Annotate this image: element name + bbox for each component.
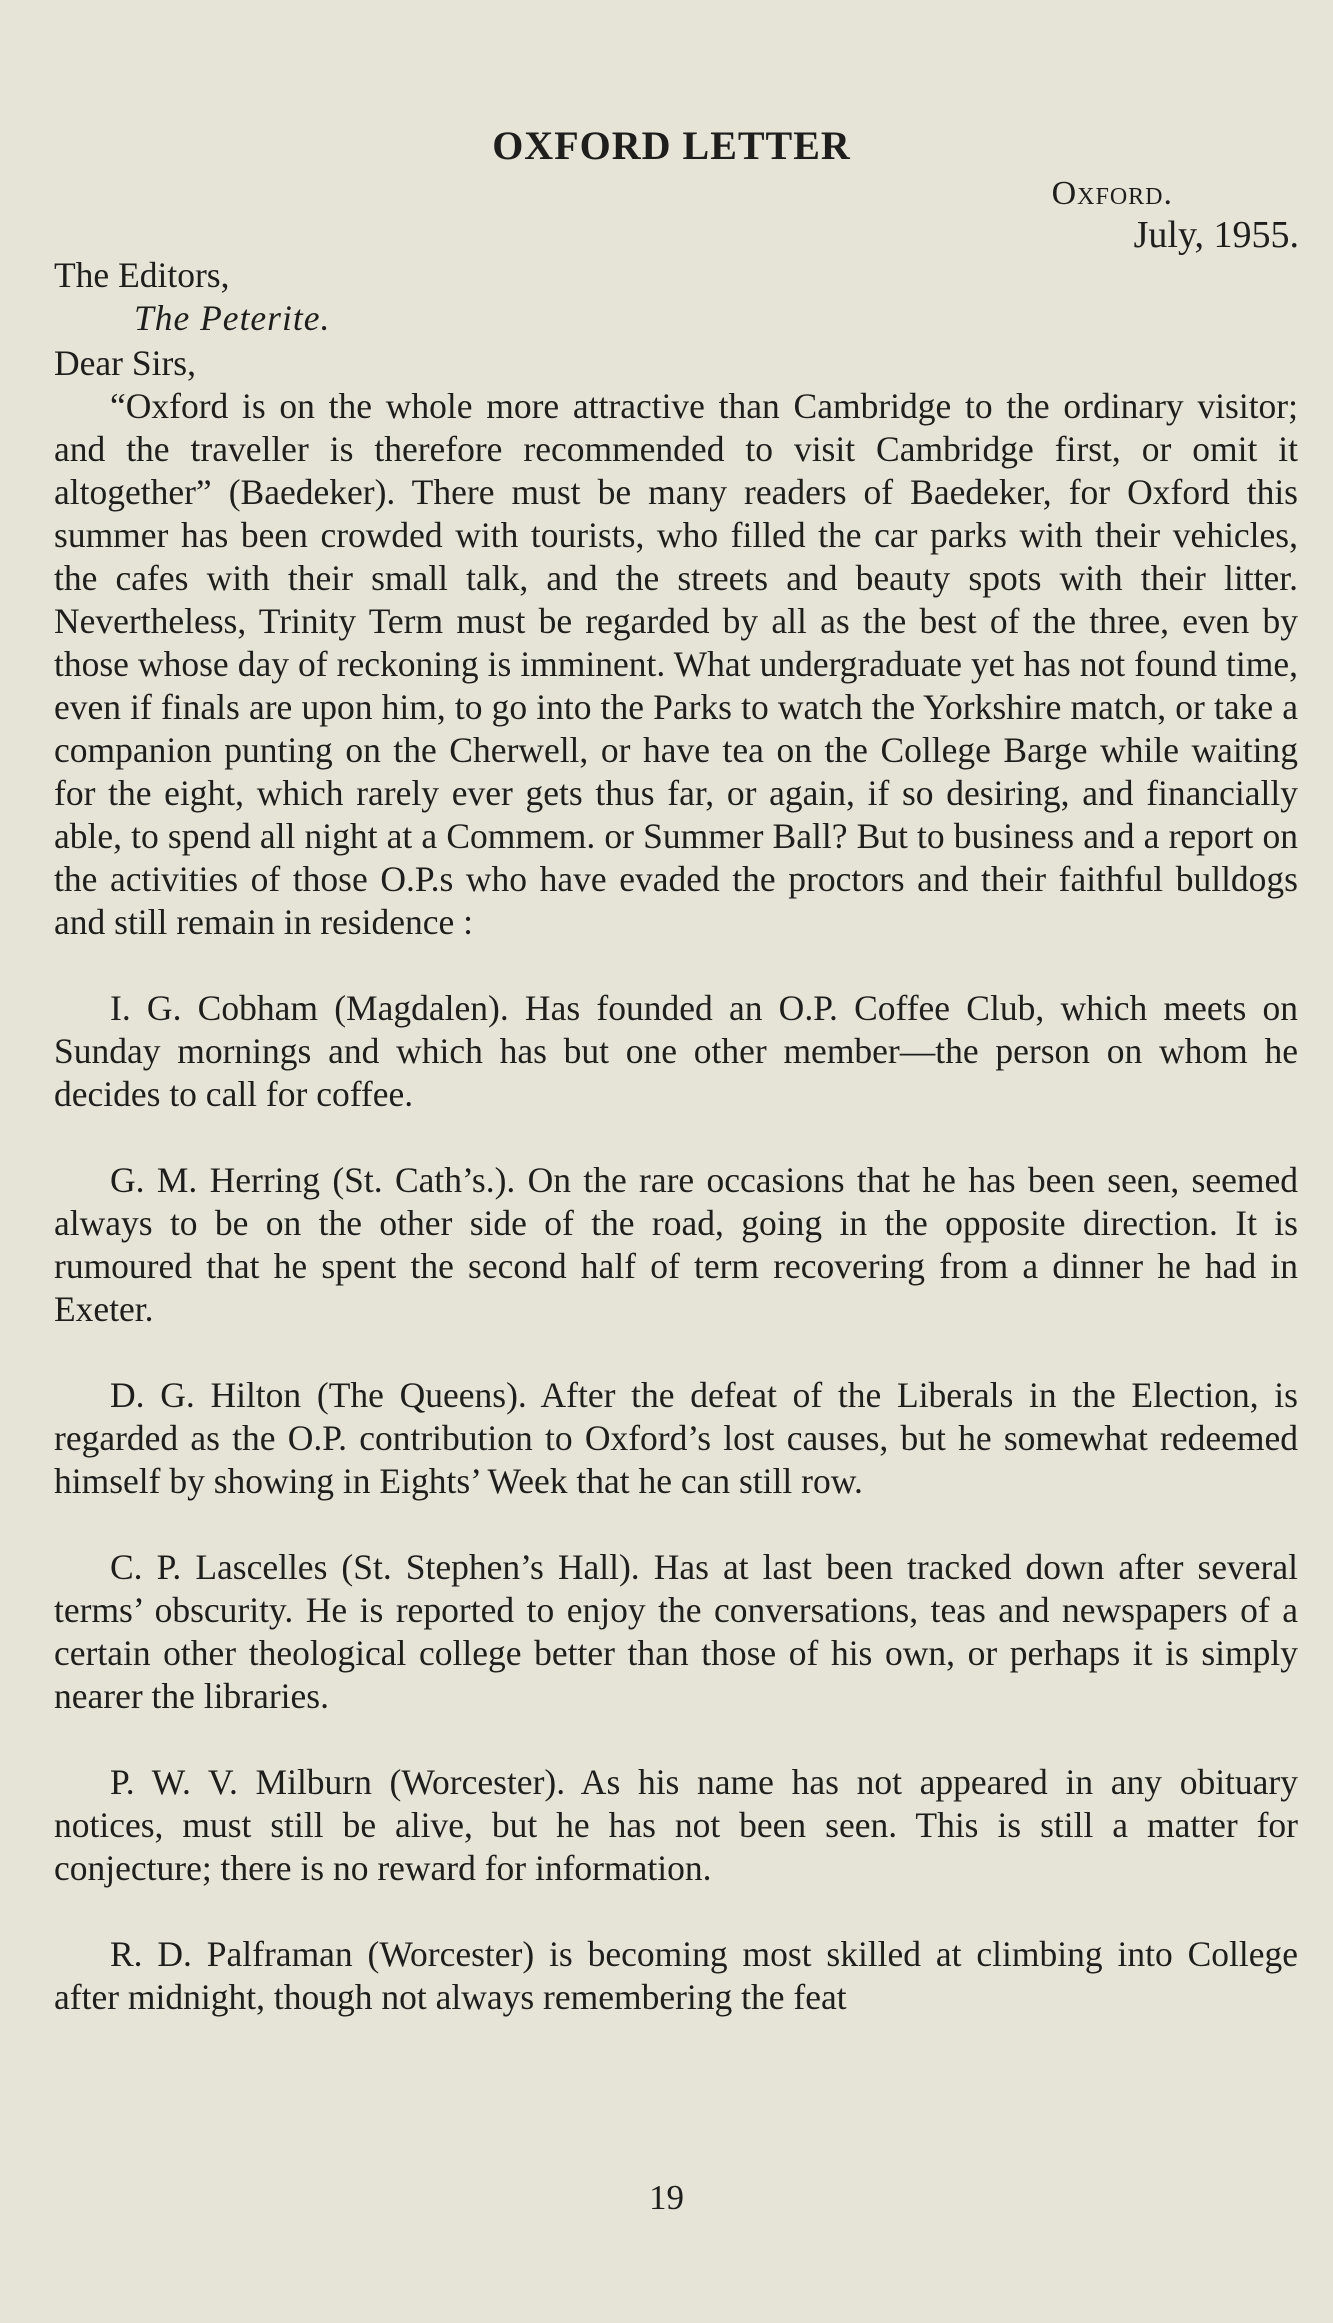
letter-place: Oxford. bbox=[1051, 175, 1173, 212]
paragraph-milburn: P. W. V. Milburn (Worcester). As his name has not appeared in any obituary notices, must still be alive, but he has not been seen. This is still a matter for conjecture; there is no reward for information. bbox=[54, 1762, 1298, 1888]
addressee-publication: The Peterite. bbox=[134, 298, 331, 338]
page-number: 19 bbox=[649, 2178, 684, 2217]
paragraph-hilton: D. G. Hilton (The Queens). After the defeat of the Liberals in the Election, is regarded as the O.P. contribution to Oxford’s lost causes, but he somewhat redeemed himself by showing in Eights’ Week that he can still row. bbox=[54, 1375, 1298, 1501]
salutation: Dear Sirs, bbox=[54, 343, 196, 383]
addressee-line: The Editors, bbox=[54, 255, 230, 295]
paragraph-intro: “Oxford is on the whole more attractive than Cambridge to the ordinary visitor; and the traveller is therefore recommended to visit Cambridge first, or omit it altogether” (Baedeker). There must be many readers of Baedeker, for Oxford this summer has been crowded with tourists, who filled the car parks with their vehicles, the cafes with their small talk, and the streets and beauty spots with their litter. Nevertheless, Trinity Term must be regarded by all as the best of the three, even by those whose day of reckoning is imminent. What undergraduate yet has not found time, even if finals are upon him, to go into the Parks to watch the Yorkshire match, or take a companion punting on the Cherwell, or have tea on the College Barge while waiting for the eight, which rarely ever gets thus far, or again, if so desiring, and financially able, to spend all night at a Commem. or Summer Ball? But to business and a report on the activities of those O.P.s who have evaded the proctors and their faithful bulldogs and still remain in residence : bbox=[54, 386, 1298, 942]
page-title: OXFORD LETTER bbox=[492, 123, 851, 168]
paragraph-palframan: R. D. Palframan (Worcester) is becoming most skilled at climbing into College after midnight, though not always remembering the feat bbox=[54, 1934, 1298, 2017]
paragraph-cobham: I. G. Cobham (Magdalen). Has founded an O.P. Coffee Club, which meets on Sunday mornings and which has but one other member—the person on whom he decides to call for coffee. bbox=[54, 988, 1298, 1114]
addressee-block bbox=[54, 254, 1298, 340]
letter-date: July, 1955. bbox=[1133, 214, 1299, 256]
letter-body bbox=[54, 254, 1298, 2019]
paragraph-herring: G. M. Herring (St. Cath’s.). On the rare occasions that he has been seen, seemed always to be on the other side of the road, going in the opposite direction. It is rumoured that he spent the second half of term recovering from a dinner he had in Exeter. bbox=[54, 1160, 1298, 1329]
paragraph-lascelles: C. P. Lascelles (St. Stephen’s Hall). Has at last been tracked down after several terms’ obscurity. He is reported to enjoy the conversations, teas and newspapers of a certain other theological college better than those of his own, or perhaps it is simply nearer the libraries. bbox=[54, 1547, 1298, 1716]
